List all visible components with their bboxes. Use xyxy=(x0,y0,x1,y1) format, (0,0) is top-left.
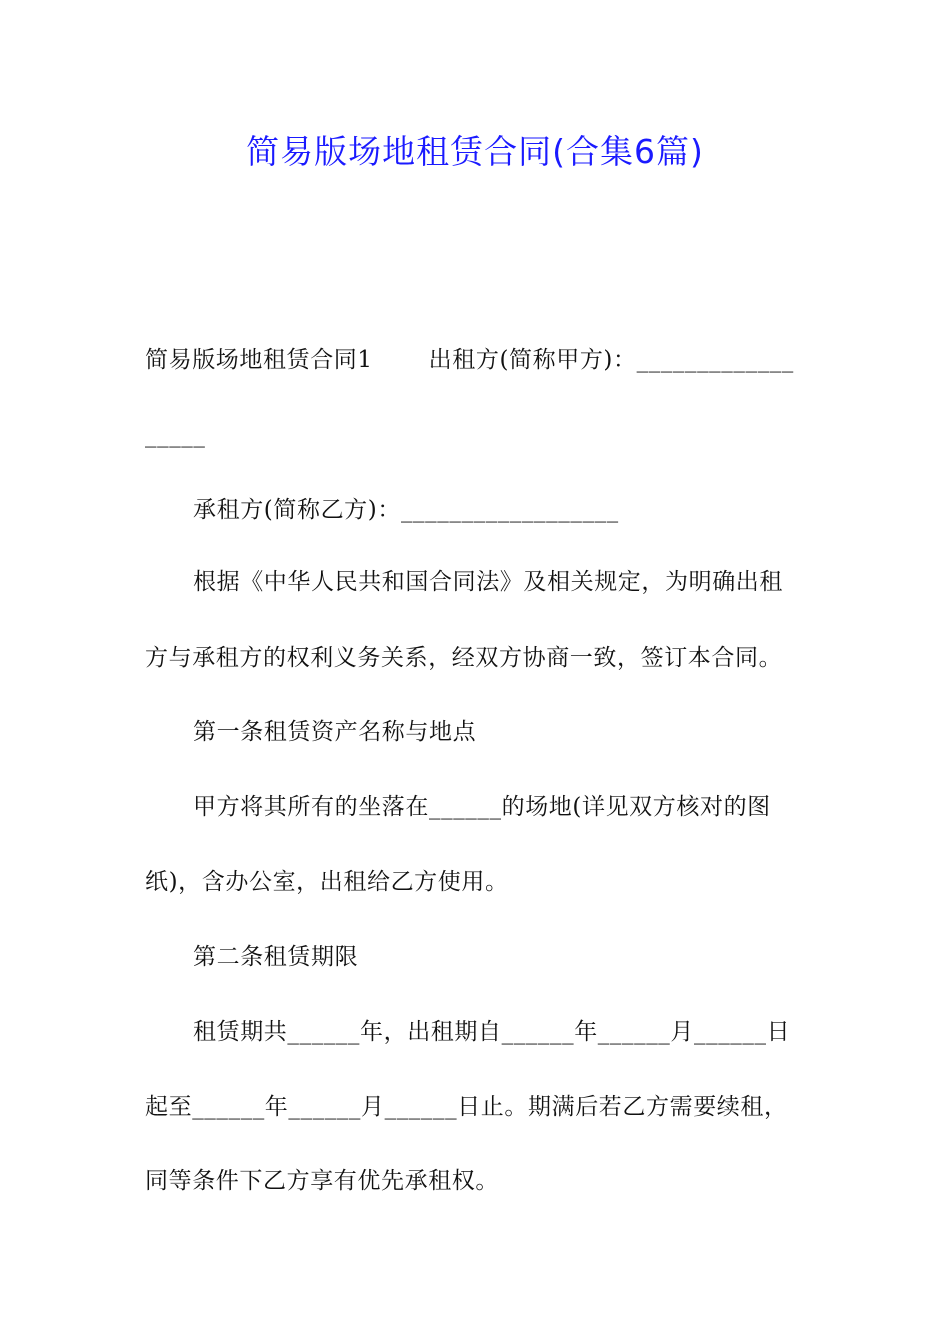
lessor-field: 出租方(简称甲方)：_____________ xyxy=(428,347,794,373)
paragraph-line: 纸)，含办公室，出租给乙方使用。 xyxy=(145,869,509,895)
paragraph-line: 根据《中华人民共和国合同法》及相关规定，为明确出租 xyxy=(193,569,783,595)
paragraph-line xyxy=(145,345,815,375)
section-heading: 第一条租赁资产名称与地点 xyxy=(193,719,477,745)
paragraph-line: 甲方将其所有的坐落在______的场地(详见双方核对的图 xyxy=(193,794,771,820)
contract-heading: 简易版场地租赁合同1 xyxy=(145,347,373,373)
paragraph-line: 起至______年______月______日止。期满后若乙方需要续租， xyxy=(145,1094,788,1120)
paragraph-line: 方与承租方的权利义务关系，经双方协商一致，签订本合同。 xyxy=(145,645,783,671)
paragraph-line: 租赁期共______年，出租期自______年______月______日 xyxy=(193,1019,791,1045)
lessee-field: 承租方(简称乙方)：__________________ xyxy=(193,497,619,523)
paragraph-line: _____ xyxy=(145,422,206,448)
section-heading: 第二条租赁期限 xyxy=(193,944,359,970)
paragraph-line: 同等条件下乙方享有优先承租权。 xyxy=(145,1168,499,1194)
document-title: 简易版场地租赁合同(合集6篇) xyxy=(246,132,704,171)
